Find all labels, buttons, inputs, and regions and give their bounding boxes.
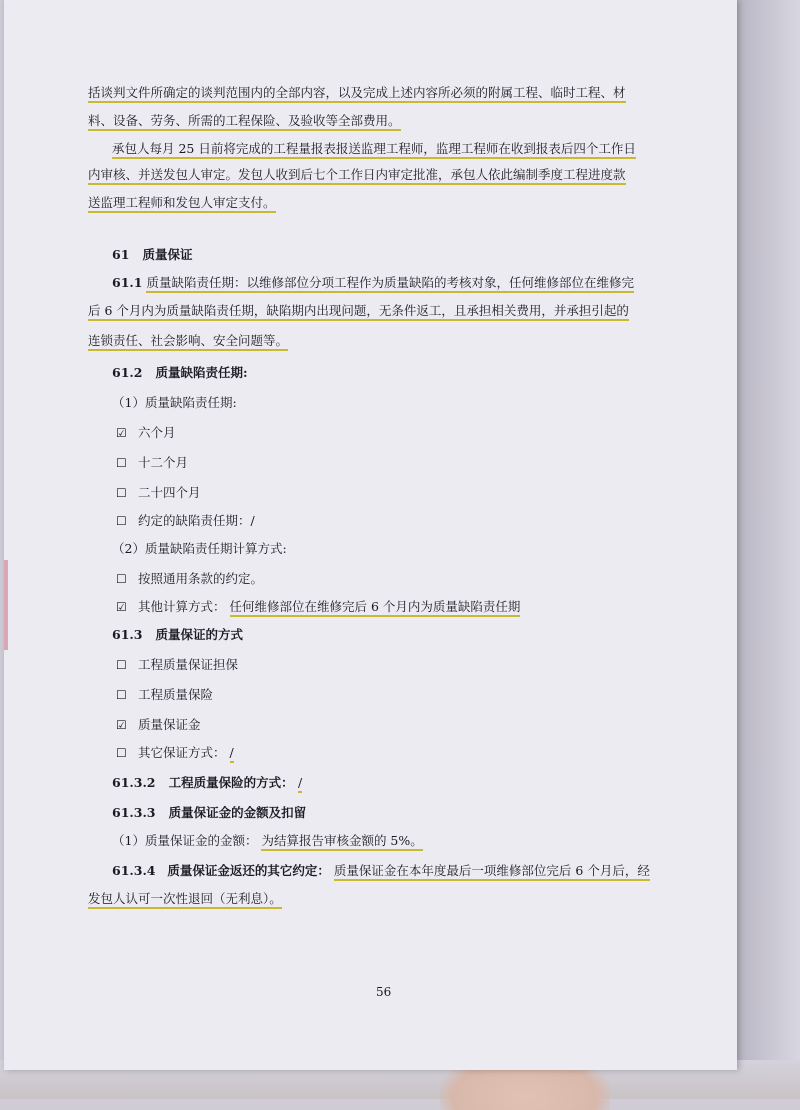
- checkbox-unchecked-icon[interactable]: ☐: [116, 456, 127, 470]
- document-page: [4, 0, 737, 1070]
- checkbox-checked-icon[interactable]: ☑: [116, 600, 127, 614]
- monthly-line-2: 内审核、并送发包人审定。发包人收到后七个工作日内审定批准，承包人依此编制季度工程进度款: [88, 166, 626, 184]
- s6134-line-1: 61.3.4 质量保证金返还的其它约定： 质量保证金在本年度最后一项维修部位完后 6 个月后，经: [112, 862, 650, 880]
- s6133-heading: 61.3.3 质量保证金的金额及扣留: [112, 805, 307, 820]
- option-guarantee: ☐ 工程质量保证担保: [116, 657, 239, 672]
- option-insurance: ☐ 工程质量保险: [116, 687, 214, 702]
- checkbox-checked-icon[interactable]: ☑: [116, 718, 127, 732]
- option-other-calc: ☑ 其他计算方式： 任何维修部位在维修完后 6 个月内为质量缺陷责任期: [116, 598, 520, 616]
- option-deposit: ☑ 质量保证金: [116, 717, 201, 732]
- page-edge-shadow: [737, 0, 800, 1099]
- section-61-heading: 61 质量保证: [112, 247, 193, 262]
- option-twelve-months: ☐ 十二个月: [116, 455, 189, 470]
- s612-heading: 61.2 质量缺陷责任期:: [112, 365, 248, 380]
- checkbox-unchecked-icon[interactable]: ☐: [116, 746, 127, 760]
- option-other-method: ☐ 其它保证方式： /: [116, 744, 234, 762]
- s6132-line: 61.3.2 工程质量保险的方式： /: [112, 774, 302, 792]
- option-agreed-period: ☐ 约定的缺陷责任期：/: [116, 513, 255, 528]
- checkbox-checked-icon[interactable]: ☑: [116, 426, 127, 440]
- s613-heading: 61.3 质量保证的方式: [112, 627, 244, 642]
- page-content: [4, 0, 737, 1070]
- checkbox-unchecked-icon[interactable]: ☐: [116, 514, 127, 528]
- s612-sub1: （1）质量缺陷责任期:: [112, 395, 237, 410]
- s611-line-3: 连锁责任、社会影响、安全问题等。: [88, 332, 288, 350]
- intro-line-1: 括谈判文件所确定的谈判范围内的全部内容，以及完成上述内容所必须的附属工程、临时工程、材: [88, 84, 626, 102]
- s611-line-2: 后 6 个月内为质量缺陷责任期，缺陷期内出现问题，无条件返工，且承担相关费用，并承担引起的: [88, 302, 629, 320]
- page-number: 56: [376, 985, 392, 999]
- checkbox-unchecked-icon[interactable]: ☐: [116, 688, 127, 702]
- monthly-line-1: 承包人每月 25 日前将完成的工程量报表报送监理工程师，监理工程师在收到报表后四个工作日: [112, 140, 636, 158]
- s611-line-1: 61.1 质量缺陷责任期：以维修部位分项工程作为质量缺陷的考核对象，任何维修部位在维修完: [112, 274, 634, 292]
- checkbox-unchecked-icon[interactable]: ☐: [116, 572, 127, 586]
- option-six-months: ☑ 六个月: [116, 425, 176, 440]
- s6134-line-2: 发包人认可一次性退回（无利息）。: [88, 890, 282, 908]
- option-twenty-four-months: ☐ 二十四个月: [116, 485, 201, 500]
- option-general-terms: ☐ 按照通用条款的约定。: [116, 571, 264, 586]
- intro-line-2: 料、设备、劳务、所需的工程保险、及验收等全部费用。: [88, 112, 401, 130]
- checkbox-unchecked-icon[interactable]: ☐: [116, 658, 127, 672]
- s612-sub2: （2）质量缺陷责任期计算方式:: [112, 541, 287, 556]
- s6133-amount-line: （1）质量保证金的金额： 为结算报告审核金额的 5%。: [112, 832, 423, 850]
- checkbox-unchecked-icon[interactable]: ☐: [116, 486, 127, 500]
- monthly-line-3: 送监理工程师和发包人审定支付。: [88, 194, 276, 212]
